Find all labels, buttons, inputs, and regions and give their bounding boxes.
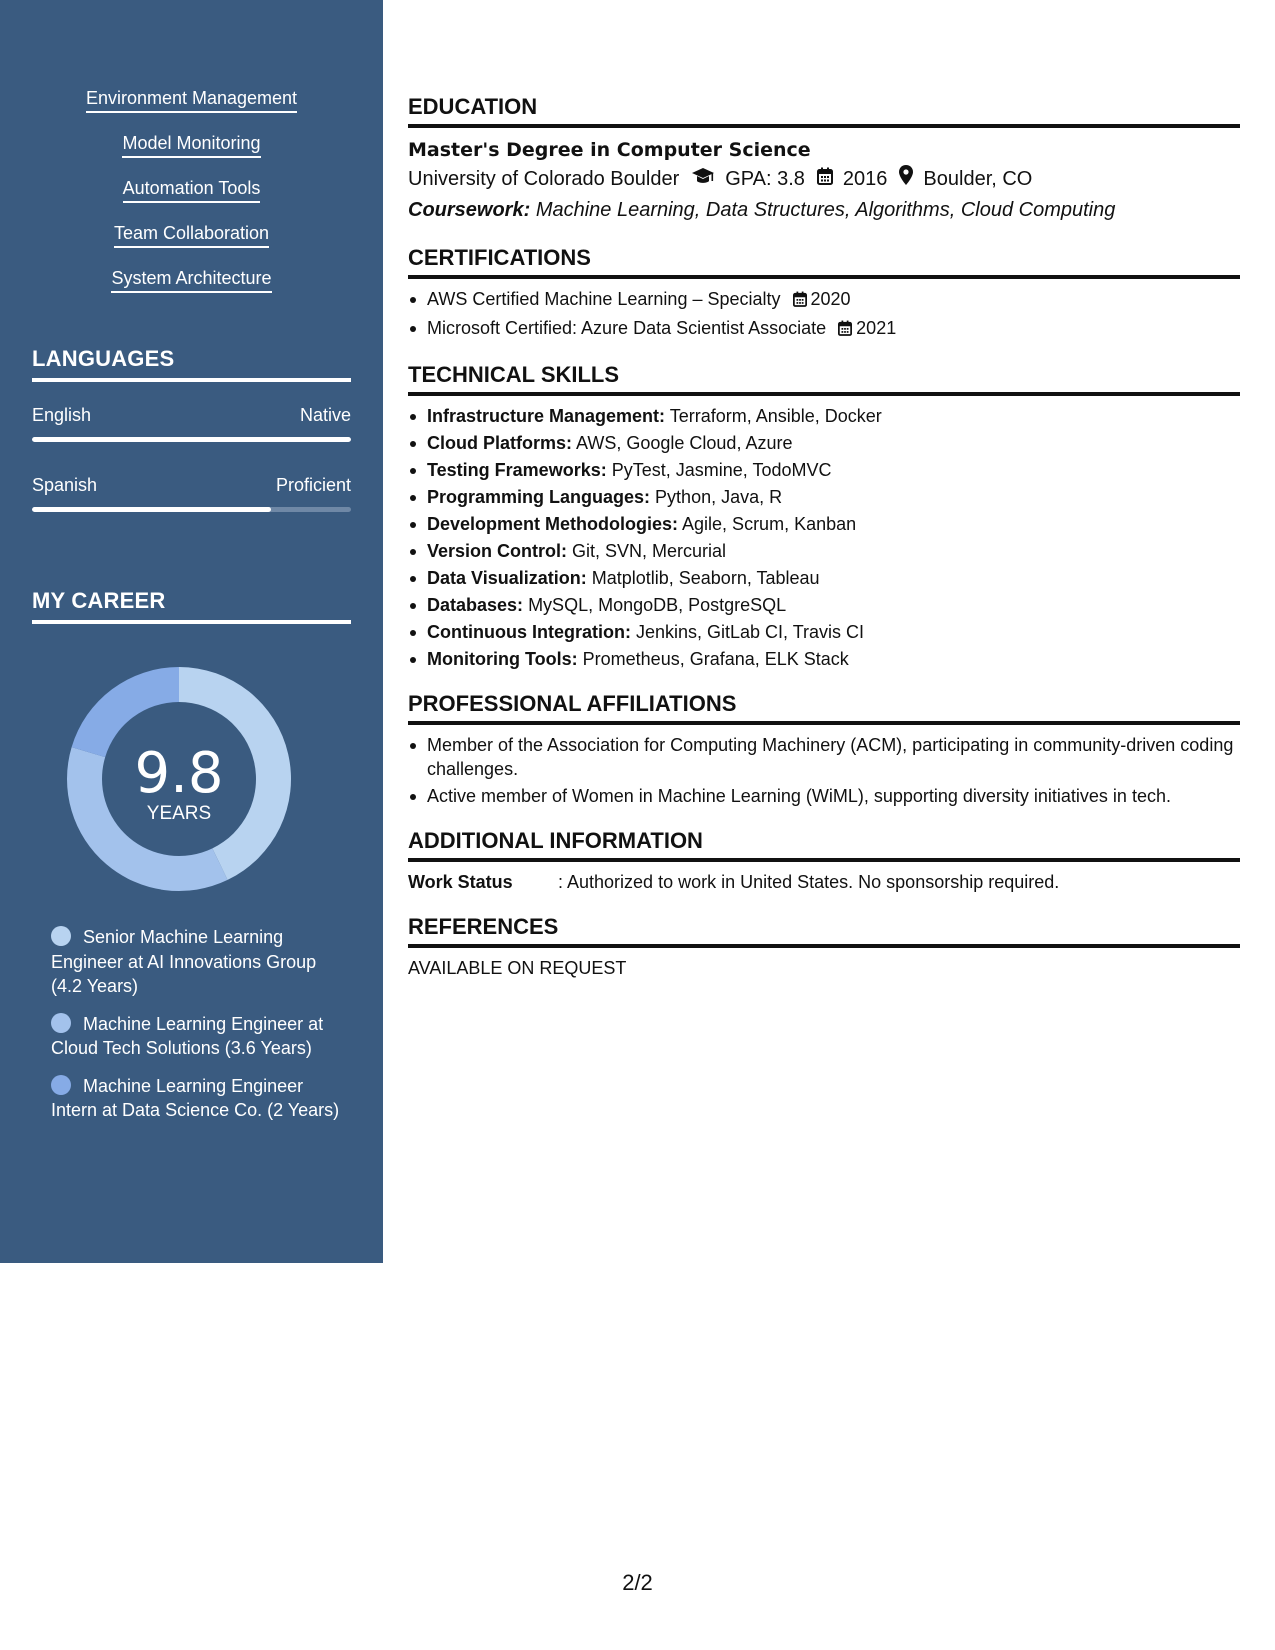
skill-item bbox=[408, 485, 1240, 509]
school-name: University of Colorado Boulder bbox=[408, 168, 680, 190]
career-donut-chart bbox=[66, 666, 292, 892]
skill-label: Testing Frameworks: bbox=[427, 460, 607, 480]
calendar-icon bbox=[838, 318, 852, 342]
career-item bbox=[51, 1074, 341, 1123]
references-section bbox=[408, 914, 1240, 980]
skill-value: Agile, Scrum, Kanban bbox=[682, 514, 857, 534]
coursework-label: Coursework: bbox=[408, 199, 531, 221]
page-number: 2/2 bbox=[622, 1570, 653, 1595]
skill-link-list bbox=[0, 86, 383, 311]
skill-label: Data Visualization: bbox=[427, 568, 587, 588]
language-spanish bbox=[32, 473, 351, 512]
certification-year: 2021 bbox=[856, 318, 897, 338]
location-pin-icon bbox=[899, 164, 913, 195]
education-location: Boulder, CO bbox=[923, 168, 1033, 190]
language-bar bbox=[32, 507, 351, 512]
skill-link[interactable]: Automation Tools bbox=[123, 176, 261, 203]
career-total-value: 9.8 bbox=[134, 741, 224, 806]
skill-link[interactable]: Model Monitoring bbox=[122, 131, 260, 158]
work-status-label: Work Status bbox=[408, 872, 513, 892]
language-bar-fill bbox=[32, 507, 271, 512]
career-dot-icon bbox=[51, 1075, 71, 1095]
language-name: English bbox=[32, 405, 92, 425]
technical-skills-section bbox=[408, 362, 1240, 671]
certifications-section bbox=[408, 245, 1240, 342]
skill-link[interactable]: Environment Management bbox=[86, 86, 297, 113]
skill-value: Python, Java, R bbox=[655, 487, 783, 507]
career-heading: MY CAREER bbox=[32, 588, 351, 624]
skill-label: Infrastructure Management: bbox=[427, 406, 666, 426]
skill-label: Databases: bbox=[427, 595, 524, 615]
career-item bbox=[51, 1012, 341, 1061]
skill-label: Programming Languages: bbox=[427, 487, 651, 507]
skill-label: Version Control: bbox=[427, 541, 568, 561]
work-status-value: : Authorized to work in United States. No sponsorship required. bbox=[558, 872, 1060, 892]
additional-info-heading: ADDITIONAL INFORMATION bbox=[408, 828, 1240, 862]
skill-value: MySQL, MongoDB, PostgreSQL bbox=[528, 595, 787, 615]
skill-link[interactable]: Team Collaboration bbox=[114, 221, 269, 248]
language-bar-fill bbox=[32, 437, 351, 442]
references-heading: REFERENCES bbox=[408, 914, 1240, 948]
skill-value: AWS, Google Cloud, Azure bbox=[576, 433, 793, 453]
skill-value: Jenkins, GitLab CI, Travis CI bbox=[635, 622, 865, 642]
sidebar bbox=[0, 0, 383, 1263]
skill-value: PyTest, Jasmine, TodoMVC bbox=[611, 460, 832, 480]
education-heading: EDUCATION bbox=[408, 94, 1240, 128]
certification-item bbox=[408, 316, 1240, 342]
skill-value: Git, SVN, Mercurial bbox=[572, 541, 727, 561]
education-meta bbox=[408, 164, 1240, 195]
affiliation-item: Member of the Association for Computing Machinery (ACM), participating in community-driven coding challenges. bbox=[408, 733, 1240, 781]
affiliations-heading: PROFESSIONAL AFFILIATIONS bbox=[408, 691, 1240, 725]
skill-item bbox=[408, 431, 1240, 455]
skill-item bbox=[408, 593, 1240, 617]
skill-item bbox=[408, 647, 1240, 671]
skill-label: Monitoring Tools: bbox=[427, 649, 578, 669]
certifications-heading: CERTIFICATIONS bbox=[408, 245, 1240, 279]
skill-link[interactable]: System Architecture bbox=[111, 266, 271, 293]
education-section bbox=[408, 94, 1240, 225]
calendar-icon bbox=[817, 164, 833, 195]
skill-item bbox=[408, 404, 1240, 428]
skill-label: Cloud Platforms: bbox=[427, 433, 573, 453]
language-level: Native bbox=[299, 405, 351, 425]
affiliations-section bbox=[408, 691, 1240, 808]
additional-info-section bbox=[408, 828, 1240, 894]
career-item-text: Machine Learning Engineer at Cloud Tech Solutions (3.6 Years) bbox=[51, 1013, 324, 1058]
skill-item bbox=[408, 458, 1240, 482]
coursework bbox=[408, 195, 1240, 225]
languages-heading: LANGUAGES bbox=[32, 346, 351, 382]
skill-label: Development Methodologies: bbox=[427, 514, 679, 534]
skill-item bbox=[408, 512, 1240, 536]
skill-value: Matplotlib, Seaborn, Tableau bbox=[591, 568, 820, 588]
career-total-unit: YEARS bbox=[146, 803, 212, 824]
work-status-row bbox=[408, 870, 1240, 894]
career-dot-icon bbox=[51, 1013, 71, 1033]
career-dot-icon bbox=[51, 926, 71, 946]
skill-item bbox=[408, 620, 1240, 644]
technical-skills-heading: TECHNICAL SKILLS bbox=[408, 362, 1240, 396]
language-level: Proficient bbox=[275, 475, 351, 495]
skill-value: Prometheus, Grafana, ELK Stack bbox=[582, 649, 849, 669]
certification-year: 2020 bbox=[810, 289, 851, 309]
skill-value: Terraform, Ansible, Docker bbox=[669, 406, 882, 426]
career-item-text: Senior Machine Learning Engineer at AI Innovations Group (4.2 Years) bbox=[51, 927, 317, 996]
language-english bbox=[32, 403, 351, 442]
career-item-text: Machine Learning Engineer Intern at Data Science Co. (2 Years) bbox=[51, 1075, 340, 1120]
certification-item bbox=[408, 287, 1240, 313]
career-list bbox=[51, 925, 341, 1136]
skill-item bbox=[408, 566, 1240, 590]
graduation-cap-icon bbox=[691, 164, 715, 195]
language-name: Spanish bbox=[32, 475, 98, 495]
language-bar bbox=[32, 437, 351, 442]
certification-name: AWS Certified Machine Learning – Specialty bbox=[427, 289, 781, 309]
certification-name: Microsoft Certified: Azure Data Scientist Associate bbox=[427, 318, 827, 338]
career-item bbox=[51, 925, 341, 999]
skill-item bbox=[408, 539, 1240, 563]
degree-title: Master's Degree in Computer Science bbox=[408, 139, 811, 161]
references-text: AVAILABLE ON REQUEST bbox=[408, 958, 627, 978]
coursework-list: Machine Learning, Data Structures, Algorithms, Cloud Computing bbox=[535, 199, 1116, 221]
calendar-icon bbox=[793, 289, 807, 313]
main-content bbox=[408, 94, 1240, 1000]
graduation-year: 2016 bbox=[842, 168, 888, 190]
gpa: GPA: 3.8 bbox=[725, 168, 805, 190]
affiliation-item: Active member of Women in Machine Learning (WiML), supporting diversity initiatives in tech. bbox=[408, 784, 1240, 808]
skill-label: Continuous Integration: bbox=[427, 622, 631, 642]
